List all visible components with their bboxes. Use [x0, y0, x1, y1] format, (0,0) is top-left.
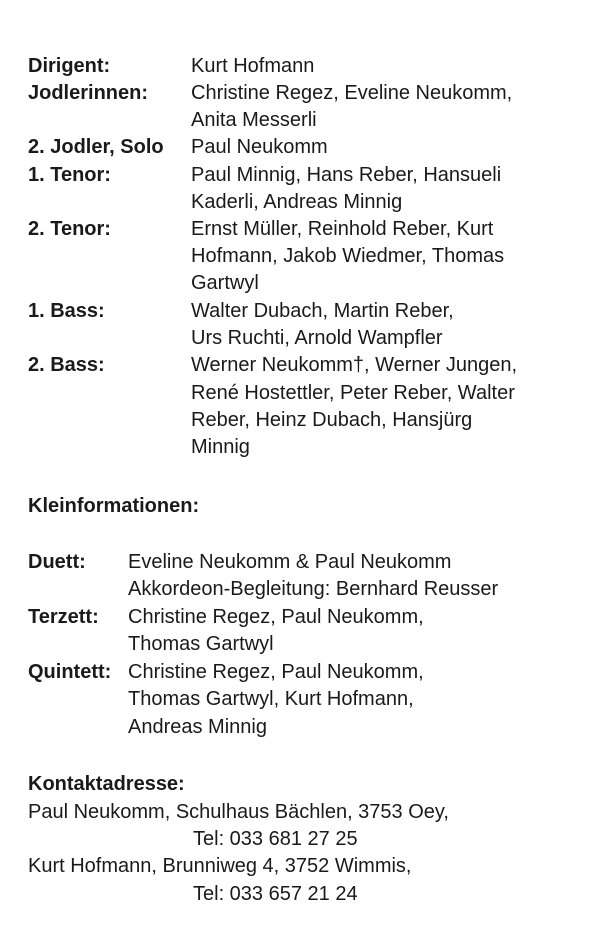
group-names: Christine Regez, Paul Neukomm, [128, 661, 424, 683]
contact-phone: Tel: 033 681 27 25 [193, 828, 358, 850]
member-label: 2. Tenor: [28, 218, 111, 240]
member-label: 2. Jodler, Solo [28, 136, 164, 158]
member-names: Minnig [191, 436, 250, 458]
section-heading-contact: Kontaktadresse: [28, 773, 185, 795]
member-names: Paul Neukomm [191, 136, 328, 158]
group-names: Akkordeon-Begleitung: Bernhard Reusser [128, 578, 499, 600]
group-names: Eveline Neukomm & Paul Neukomm [128, 551, 452, 573]
group-label: Quintett: [28, 661, 112, 683]
member-names: Reber, Heinz Dubach, Hansjürg [191, 409, 473, 431]
group-label: Terzett: [28, 606, 99, 628]
group-names: Andreas Minnig [128, 716, 267, 738]
member-names: Walter Dubach, Martin Reber, [191, 300, 454, 322]
member-label: Dirigent: [28, 55, 111, 77]
section-heading-small-groups: Kleinformationen: [28, 495, 200, 517]
member-names: Kurt Hofmann [191, 55, 315, 77]
group-label: Duett: [28, 551, 86, 573]
group-names: Thomas Gartwyl [128, 633, 274, 655]
member-names: Hofmann, Jakob Wiedmer, Thomas [191, 245, 505, 267]
member-names: Ernst Müller, Reinhold Reber, Kurt [191, 218, 494, 240]
member-names: Urs Ruchti, Arnold Wampfler [191, 327, 443, 349]
member-label: Jodlerinnen: [28, 82, 149, 104]
member-names: Kaderli, Andreas Minnig [191, 191, 403, 213]
member-label: 1. Bass: [28, 300, 105, 322]
contact-address: Kurt Hofmann, Brunniweg 4, 3752 Wimmis, [28, 855, 412, 877]
contact-phone: Tel: 033 657 21 24 [193, 883, 358, 905]
member-label: 1. Tenor: [28, 164, 111, 186]
member-names: Paul Minnig, Hans Reber, Hansueli [191, 164, 502, 186]
member-label: 2. Bass: [28, 354, 105, 376]
member-names: Werner Neukomm†, Werner Jungen, [191, 354, 518, 376]
group-names: Christine Regez, Paul Neukomm, [128, 606, 424, 628]
member-names: Gartwyl [191, 272, 259, 294]
member-names: Anita Messerli [191, 109, 317, 131]
group-names: Thomas Gartwyl, Kurt Hofmann, [128, 688, 414, 710]
contact-address: Paul Neukomm, Schulhaus Bächlen, 3753 Oey, [28, 801, 449, 823]
member-names: Christine Regez, Eveline Neukomm, [191, 82, 513, 104]
member-names: René Hostettler, Peter Reber, Walter [191, 382, 515, 404]
